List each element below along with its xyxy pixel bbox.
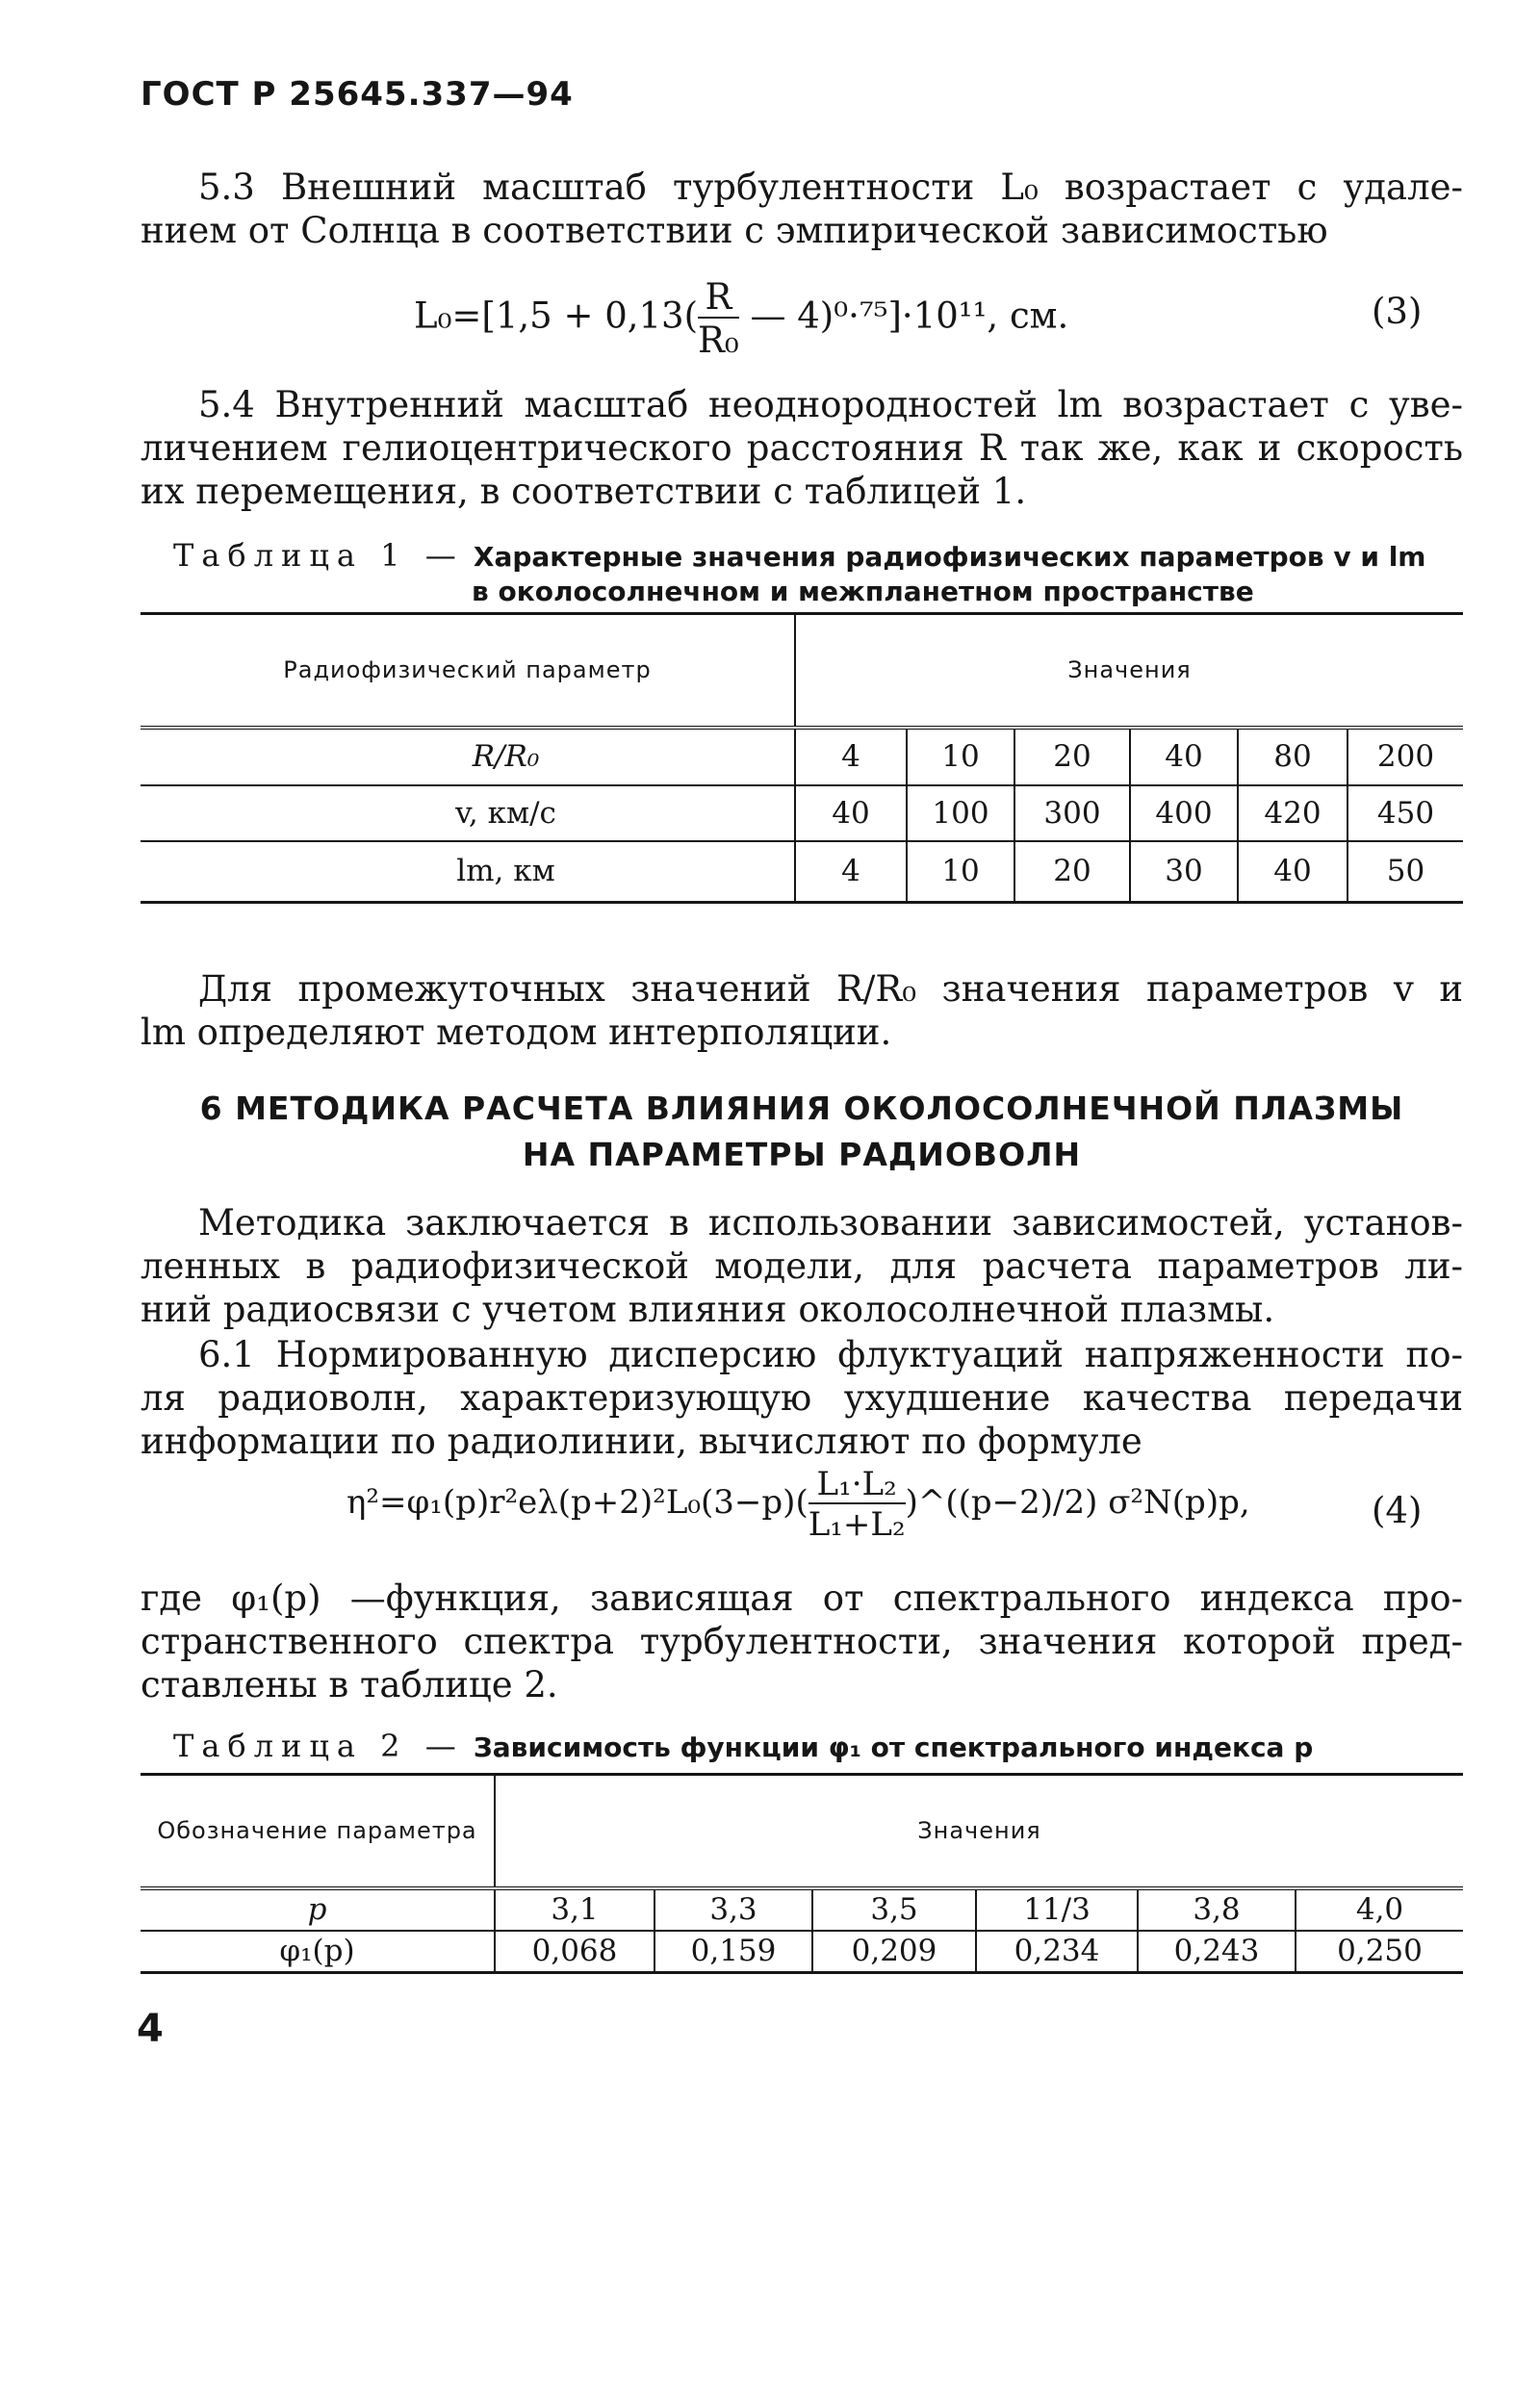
paragraph-5-3-line-2: нием от Солнца в соответствии с эмпирической зависимостью: [141, 210, 1328, 251]
table-1-caption-line-1: Характерные значения радиофизических параметров v и lm: [473, 541, 1426, 573]
table-2-cell: 0,159: [654, 1931, 812, 1973]
table-2-cell: 3,1: [495, 1888, 654, 1931]
table-1-cell: 300: [1014, 785, 1130, 841]
formula-4-fraction: [808, 1465, 906, 1544]
formula-4: [346, 1465, 1250, 1544]
paragraph-5-3-line-1: 5.3 Внешний масштаб турбулентности L₀ возрастает с удале-: [198, 167, 1463, 208]
formula-3-numerator: R: [698, 279, 739, 319]
table-2-cell: 3,8: [1138, 1888, 1296, 1931]
table-1-cell: 40: [1130, 728, 1238, 785]
table-2: [141, 1773, 1463, 1974]
table-row: [141, 785, 1463, 841]
table-1-cell: 30: [1130, 841, 1238, 903]
paragraph-6-1-line-1: 6.1 Нормированную дисперсию флуктуаций напряженности по-: [198, 1334, 1463, 1375]
paragraph-5-3: [141, 166, 1463, 252]
formula-4-numerator: L₁·L₂: [808, 1468, 906, 1504]
table-1-cell: 4: [795, 728, 907, 785]
table-1-header-param: Радиофизический параметр: [141, 614, 795, 728]
table-1-caption-label: Таблица 1 —: [173, 537, 464, 574]
paragraph-section-6-intro-line-2: ленных в радиофизической модели, для расчета параметров ли-: [141, 1245, 1463, 1287]
table-1-header-values: Значения: [795, 614, 1463, 728]
paragraph-6-1-line-2: ля радиоволн, характеризующую ухудшение качества передачи: [141, 1377, 1463, 1419]
table-1-param-v: v, км/с: [141, 785, 795, 841]
page-number: 4: [137, 2007, 164, 2051]
table-1-param-r-text: R/R₀: [472, 739, 540, 774]
table-2-header-values: Значения: [495, 1775, 1463, 1888]
formula-3: [414, 276, 1069, 361]
paragraph-5-4-line-1: 5.4 Внутренний масштаб неоднородностей lm возрастает с уве-: [198, 384, 1463, 425]
paragraph-5-4-line-3: их перемещения, в соответствии с таблицей 1.: [141, 471, 1027, 512]
table-row: [141, 728, 1463, 785]
table-2-caption-label: Таблица 2 —: [173, 1728, 464, 1764]
table-2-param-p-text: p: [307, 1892, 327, 1927]
table-1-cell: 50: [1348, 841, 1463, 903]
paragraph-interpolation-line-2: lm определяют методом интерполяции.: [141, 1012, 892, 1053]
table-1-cell: 420: [1238, 785, 1348, 841]
paragraph-interpolation: [141, 967, 1463, 1054]
table-1-cell: 20: [1014, 728, 1130, 785]
table-1-cell: 20: [1014, 841, 1130, 903]
paragraph-section-6-intro-line-3: ний радиосвязи с учетом влияния околосолнечной плазмы.: [141, 1289, 1275, 1330]
section-6-heading-line-1: 6 МЕТОДИКА РАСЧЕТА ВЛИЯНИЯ ОКОЛОСОЛНЕЧНОЙ ПЛАЗМЫ: [199, 1090, 1404, 1127]
formula-4-denominator: L₁+L₂: [808, 1505, 906, 1544]
table-1-caption-line-2: в околосолнечном и межпланетном пространстве: [472, 576, 1254, 607]
section-6-heading: [141, 1086, 1463, 1178]
table-2-caption-text: Зависимость функции φ₁ от спектрального индекса p: [473, 1731, 1314, 1763]
table-1-caption-line-2-wrap: [472, 572, 1254, 608]
table-1-cell: 40: [1238, 841, 1348, 903]
table-2-cell: 11/3: [976, 1888, 1138, 1931]
table-1-cell: 100: [907, 785, 1014, 841]
table-1-param-r: [141, 728, 795, 785]
table-1-header-row: [141, 614, 1463, 728]
section-6-heading-line-2: НА ПАРАМЕТРЫ РАДИОВОЛН: [522, 1136, 1082, 1173]
paragraph-6-1-line-3: информации по радиолинии, вычисляют по формуле: [141, 1421, 1142, 1462]
table-1-cell: 40: [795, 785, 907, 841]
table-2-cell: 0,234: [976, 1931, 1138, 1973]
table-2-caption: [173, 1728, 1313, 1764]
equation-number-4: (4): [1372, 1490, 1423, 1531]
table-1-cell: 10: [907, 841, 1014, 903]
equation-number-3: (3): [1372, 291, 1423, 332]
table-1-cell: 400: [1130, 785, 1238, 841]
paragraph-section-6-intro: [141, 1201, 1463, 1331]
formula-4-rhs: )^((p−2)/2) σ²N(p)p,: [905, 1483, 1250, 1522]
table-2-header-param: Обозначение параметра: [141, 1775, 495, 1888]
table-2-cell: 3,5: [812, 1888, 976, 1931]
formula-3-lhs: L₀=[1,5 + 0,13(: [414, 295, 699, 337]
formula-3-denominator: R₀: [698, 320, 739, 361]
table-2-cell: 0,250: [1296, 1931, 1463, 1973]
table-2-cell: 0,243: [1138, 1931, 1296, 1973]
paragraph-section-6-intro-line-1: Методика заключается в использовании зависимостей, установ-: [198, 1202, 1463, 1244]
paragraph-where-line-2: странственного спектра турбулентности, значения которой пред-: [141, 1621, 1463, 1662]
table-1: [141, 612, 1463, 904]
table-1-cell: 200: [1348, 728, 1463, 785]
formula-3-rhs: — 4)⁰·⁷⁵]·10¹¹, см.: [738, 295, 1069, 337]
table-2-param-phi: φ₁(p): [141, 1931, 495, 1973]
table-row: [141, 841, 1463, 903]
table-2-cell: 4,0: [1296, 1888, 1463, 1931]
table-1-cell: 80: [1238, 728, 1348, 785]
paragraph-6-1: [141, 1333, 1463, 1463]
paragraph-where: [141, 1577, 1463, 1706]
paragraph-5-4-line-2: личением гелиоцентрического расстояния R так же, как и скорость: [141, 427, 1463, 469]
table-2-cell: 3,3: [654, 1888, 812, 1931]
formula-3-fraction: [698, 276, 739, 361]
table-2-param-p: [141, 1888, 495, 1931]
table-2-cell: 0,068: [495, 1931, 654, 1973]
table-1-caption: [173, 537, 1426, 574]
table-2-cell: 0,209: [812, 1931, 976, 1973]
table-1-param-lm: lm, км: [141, 841, 795, 903]
paragraph-interpolation-line-1: Для промежуточных значений R/R₀ значения параметров v и: [198, 968, 1463, 1010]
paragraph-where-line-1: где φ₁(p) —функция, зависящая от спектрального индекса про-: [141, 1577, 1463, 1619]
paragraph-5-4: [141, 383, 1463, 513]
paragraph-where-line-3: ставлены в таблице 2.: [141, 1664, 558, 1705]
table-row: [141, 1931, 1463, 1973]
table-1-cell: 450: [1348, 785, 1463, 841]
formula-4-lhs: η²=φ₁(p)r²eλ(p+2)²L₀(3−p)(: [346, 1483, 808, 1522]
document-header: ГОСТ Р 25645.337—94: [141, 75, 574, 114]
table-row: [141, 1888, 1463, 1931]
table-1-cell: 10: [907, 728, 1014, 785]
table-2-header-row: [141, 1775, 1463, 1888]
table-1-cell: 4: [795, 841, 907, 903]
